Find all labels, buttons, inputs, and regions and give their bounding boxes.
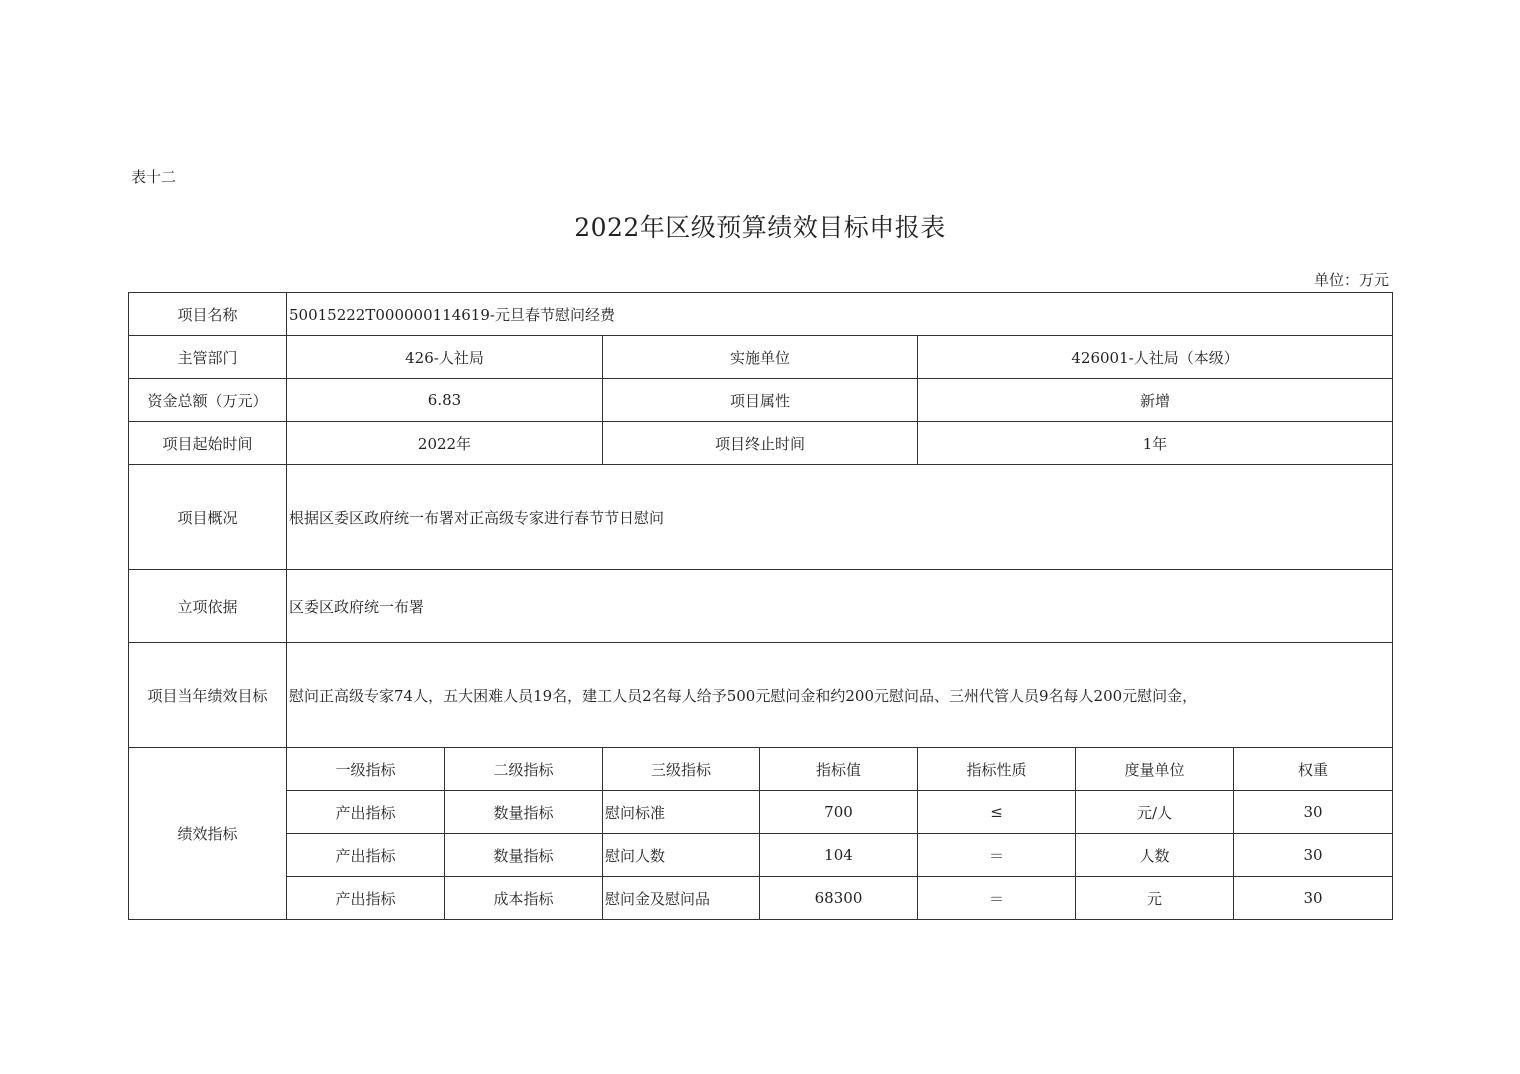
budget-form-table bbox=[128, 292, 1393, 920]
indicator-cell: 元/人 bbox=[1076, 791, 1234, 834]
indicators-section-label: 绩效指标 bbox=[129, 748, 287, 920]
indicator-row bbox=[129, 834, 1393, 877]
indicator-cell: 104 bbox=[760, 834, 918, 877]
project-attribute-value: 新增 bbox=[918, 379, 1393, 422]
period-row bbox=[129, 422, 1393, 465]
start-time-label: 项目起始时间 bbox=[129, 422, 287, 465]
department-label: 主管部门 bbox=[129, 336, 287, 379]
indicator-cell: 30 bbox=[1234, 834, 1393, 877]
start-time-value: 2022年 bbox=[287, 422, 603, 465]
end-time-label: 项目终止时间 bbox=[603, 422, 918, 465]
indicator-cell: 人数 bbox=[1076, 834, 1234, 877]
basis-value: 区委区政府统一布署 bbox=[287, 570, 1393, 643]
fund-row bbox=[129, 379, 1393, 422]
department-value: 426-人社局 bbox=[287, 336, 603, 379]
end-time-value: 1年 bbox=[918, 422, 1393, 465]
indicator-cell: 30 bbox=[1234, 877, 1393, 920]
indicator-header-cell: 度量单位 bbox=[1076, 748, 1234, 791]
indicator-row bbox=[129, 877, 1393, 920]
indicator-cell: 慰问金及慰问品 bbox=[603, 877, 760, 920]
unit-note: 单位：万元 bbox=[1313, 271, 1389, 289]
project-name-value: 50015222T000000114619-元旦春节慰问经费 bbox=[287, 293, 1393, 336]
indicator-cell: ＝ bbox=[918, 834, 1076, 877]
indicator-header-cell: 三级指标 bbox=[603, 748, 760, 791]
indicator-header-cell: 指标值 bbox=[760, 748, 918, 791]
fund-total-value: 6.83 bbox=[287, 379, 603, 422]
indicator-row bbox=[129, 791, 1393, 834]
project-attribute-label: 项目属性 bbox=[603, 379, 918, 422]
indicator-cell: 成本指标 bbox=[445, 877, 603, 920]
overview-row bbox=[129, 465, 1393, 570]
indicator-header-row bbox=[129, 748, 1393, 791]
indicator-cell: 30 bbox=[1234, 791, 1393, 834]
annual-goal-value: 慰问正高级专家74人，五大困难人员19名，建工人员2名每人给予500元慰问金和约200元慰问品、三州代管人员9名每人200元慰问金， bbox=[287, 643, 1393, 748]
basis-row bbox=[129, 570, 1393, 643]
indicator-header-cell: 权重 bbox=[1234, 748, 1393, 791]
annual-goal-label: 项目当年绩效目标 bbox=[129, 643, 287, 748]
department-row bbox=[129, 336, 1393, 379]
indicator-cell: 数量指标 bbox=[445, 834, 603, 877]
indicator-cell: ＝ bbox=[918, 877, 1076, 920]
indicator-cell: 700 bbox=[760, 791, 918, 834]
indicator-cell: 元 bbox=[1076, 877, 1234, 920]
annual-goal-row bbox=[129, 643, 1393, 748]
basis-label: 立项依据 bbox=[129, 570, 287, 643]
indicator-cell: 产出指标 bbox=[287, 877, 445, 920]
table-number: 表十二 bbox=[131, 168, 177, 186]
indicator-header-cell: 指标性质 bbox=[918, 748, 1076, 791]
implementing-unit-label: 实施单位 bbox=[603, 336, 918, 379]
page-title: 2022年区级预算绩效目标申报表 bbox=[574, 213, 946, 242]
indicator-header-cell: 一级指标 bbox=[287, 748, 445, 791]
indicator-cell: 数量指标 bbox=[445, 791, 603, 834]
fund-total-label: 资金总额（万元） bbox=[129, 379, 287, 422]
overview-label: 项目概况 bbox=[129, 465, 287, 570]
overview-value: 根据区委区政府统一布署对正高级专家进行春节节日慰问 bbox=[287, 465, 1393, 570]
indicator-cell: 产出指标 bbox=[287, 834, 445, 877]
project-name-row bbox=[129, 293, 1393, 336]
indicator-header-cell: 二级指标 bbox=[445, 748, 603, 791]
indicator-cell: 产出指标 bbox=[287, 791, 445, 834]
indicator-cell: 慰问人数 bbox=[603, 834, 760, 877]
implementing-unit-value: 426001-人社局（本级） bbox=[918, 336, 1393, 379]
project-name-label: 项目名称 bbox=[129, 293, 287, 336]
indicator-cell: ≤ bbox=[918, 791, 1076, 834]
indicator-cell: 慰问标准 bbox=[603, 791, 760, 834]
indicator-cell: 68300 bbox=[760, 877, 918, 920]
